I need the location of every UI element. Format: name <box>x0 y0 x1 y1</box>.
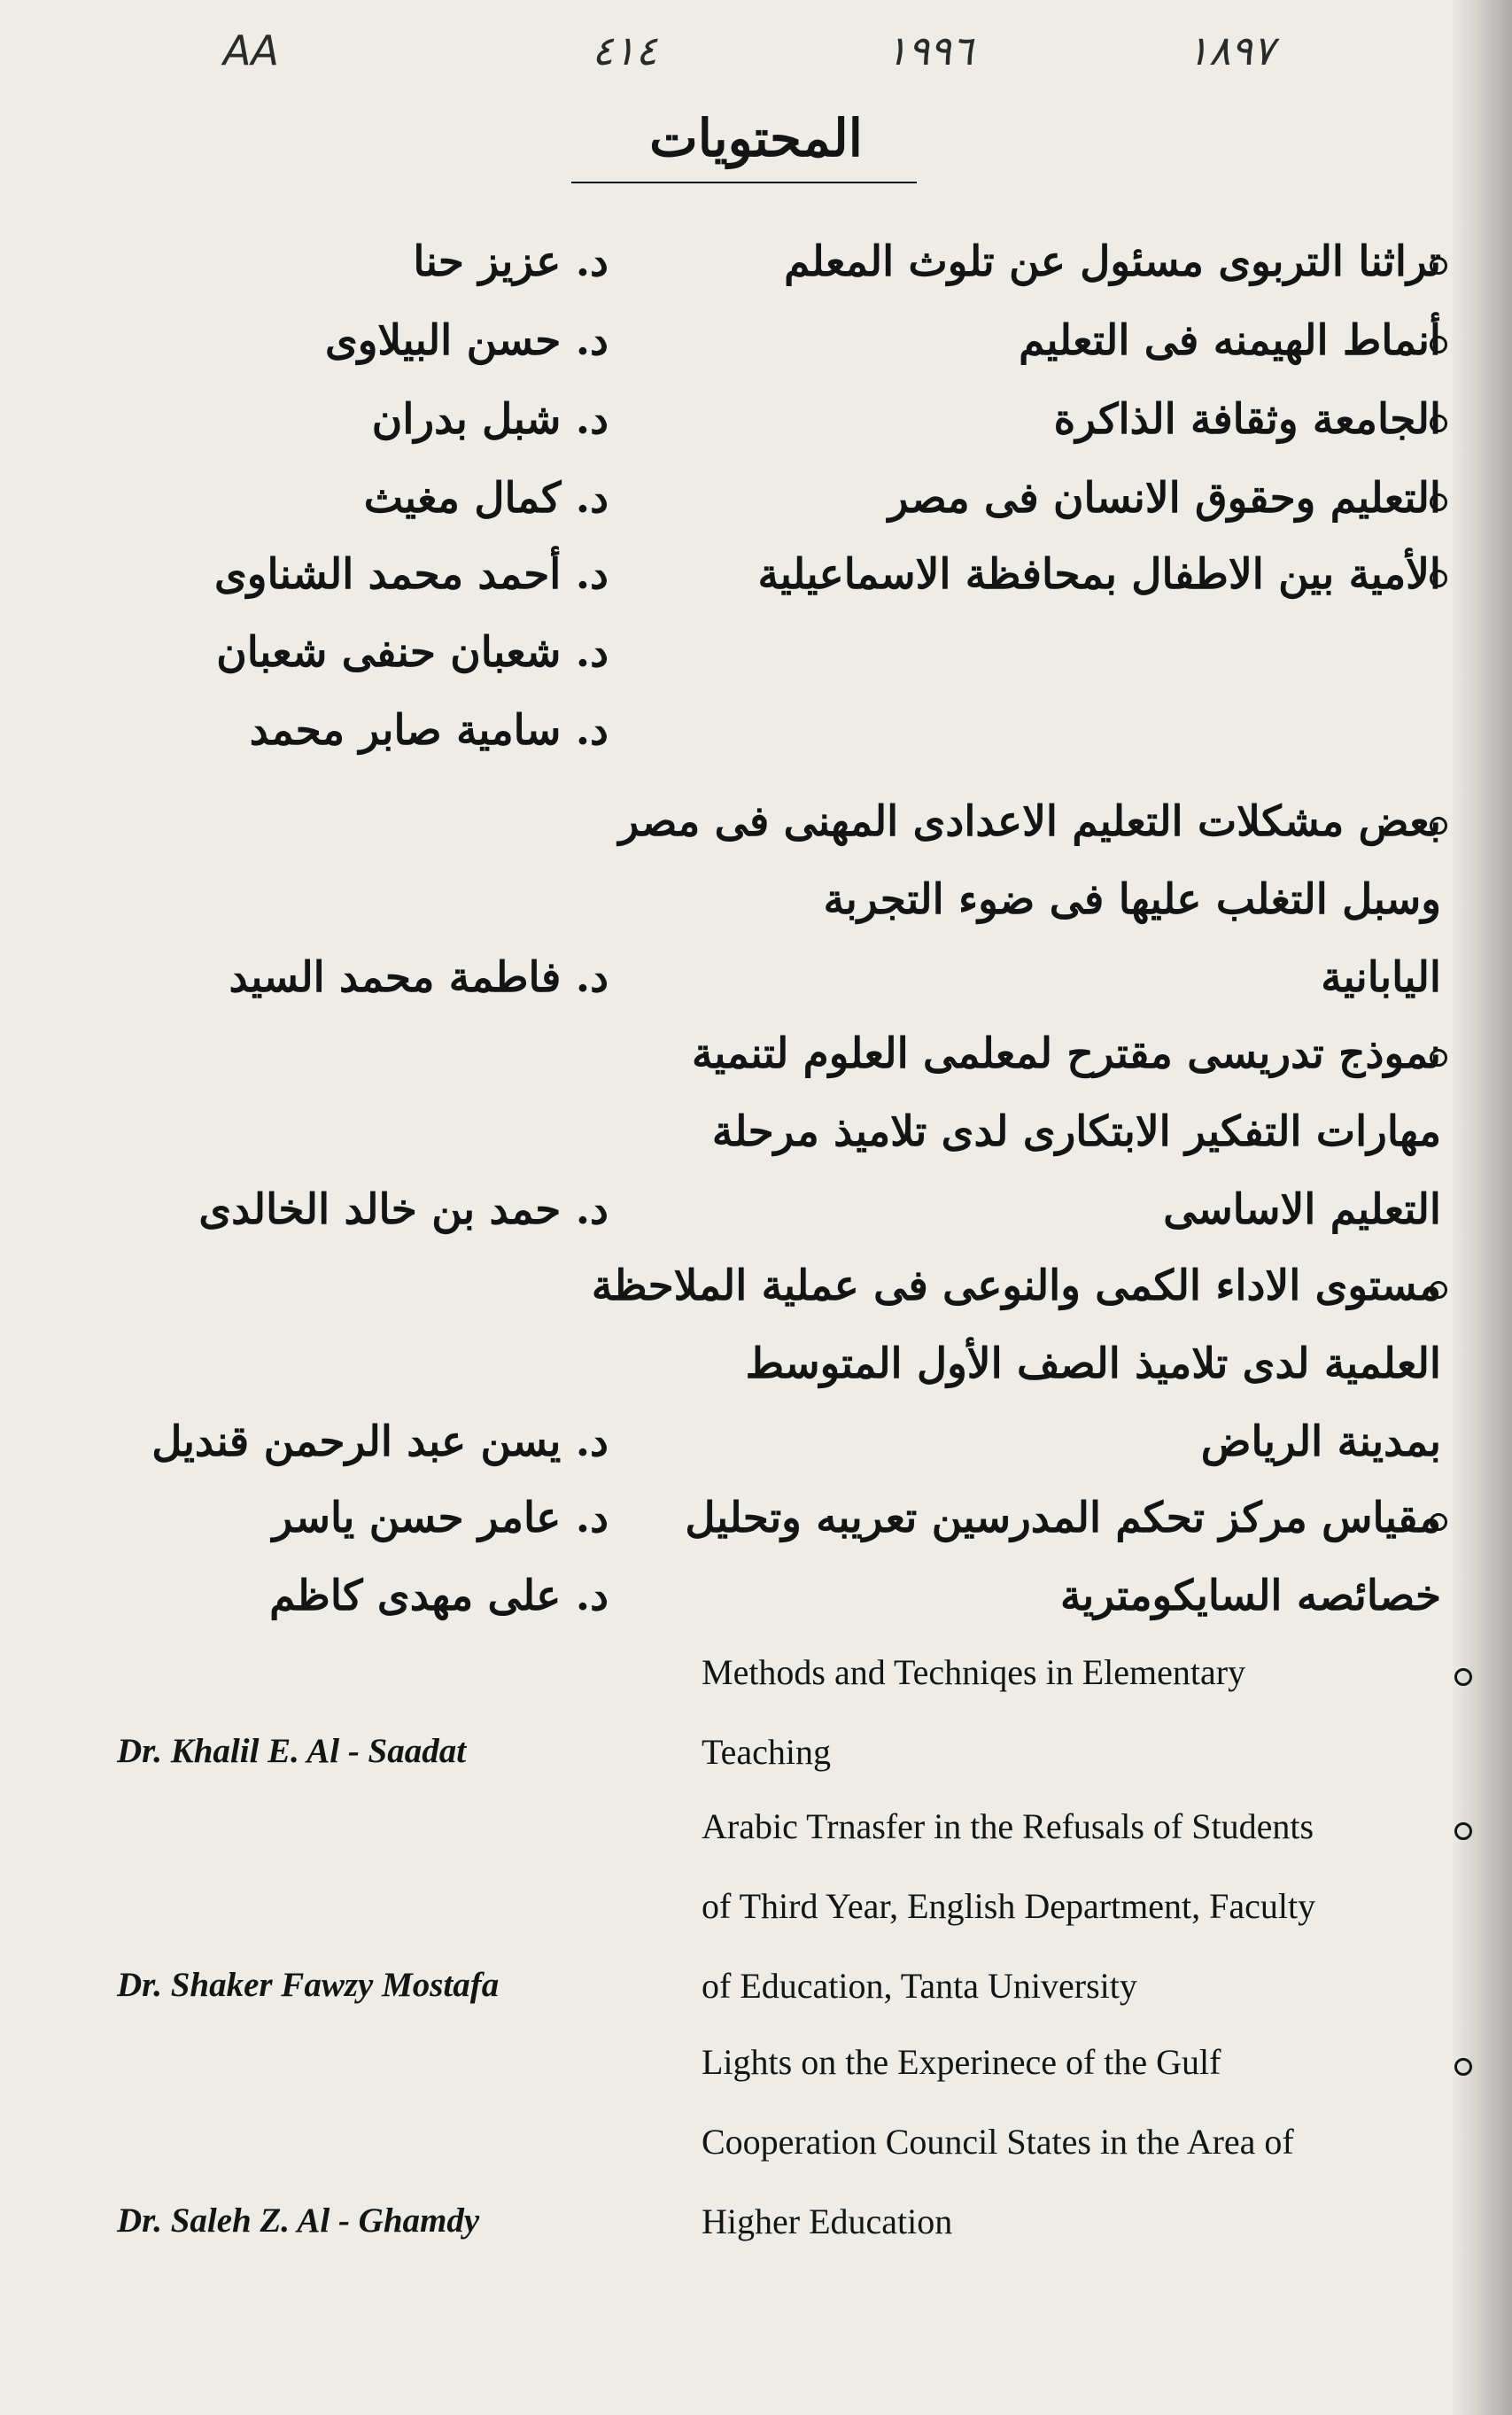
entry-6-title-line-2: وسبل التغلب عليها فى ضوء التجربة <box>823 875 1441 924</box>
entry-6-title-line-3: اليابانية <box>1321 953 1441 1002</box>
entry-5-title-line-1: الأمية بين الاطفال بمحافظة الاسماعيلية <box>757 550 1441 599</box>
handwritten-mark-3: ١٩٩٦ <box>886 27 973 74</box>
entry-8-author-1: د. يسن عبد الرحمن قنديل <box>151 1417 609 1466</box>
bullet-10 <box>1454 1668 1472 1686</box>
entry-8-title-line-1: مستوى الاداء الكمى والنوعى فى عملية الملاحظة <box>591 1262 1441 1310</box>
entry-9-title-line-2: خصائصه السايكومترية <box>1059 1572 1441 1620</box>
entry-4-author-1: د. كمال مغيث <box>363 474 609 523</box>
entry-7-title-line-1: نموذج تدريسى مقترح لمعلمى العلوم لتنمية <box>692 1029 1441 1078</box>
entry-1-title-line-1: تراثنا التربوى مسئول عن تلوث المعلم <box>784 237 1441 286</box>
en-entry-2-title-line-2: of Third Year, English Department, Faculty <box>702 1886 1316 1926</box>
en-entry-2-author: Dr. Shaker Fawzy Mostafa <box>117 1966 500 2004</box>
en-entry-1-title-line-2: Teaching <box>702 1732 832 1772</box>
handwritten-mark-4: ١٨٩٧ <box>1187 27 1275 74</box>
en-entry-1-title-line-1: Methods and Techniqes in Elementary <box>702 1652 1246 1692</box>
handwritten-mark-2: ٤١٤ <box>592 27 658 74</box>
entry-9-title-line-1: مقياس مركز تحكم المدرسين تعريبه وتحليل <box>685 1494 1441 1542</box>
entry-1-author-1: د. عزيز حنا <box>413 237 609 286</box>
entry-5-author-3: د. سامية صابر محمد <box>249 706 609 755</box>
entry-3-author-1: د. شبل بدران <box>371 395 609 444</box>
bullet-12 <box>1454 2058 1472 2076</box>
en-entry-3-title-line-3: Higher Education <box>702 2201 953 2241</box>
title-underline <box>571 182 917 183</box>
entry-8-title-line-2: العلمية لدى تلاميذ الصف الأول المتوسط <box>745 1340 1441 1388</box>
binding-shadow <box>1450 0 1512 2415</box>
entry-4-title-line-1: التعليم وحقوق الانسان فى مصر <box>888 474 1441 523</box>
entry-2-author-1: د. حسن البيلاوى <box>324 316 609 365</box>
entry-8-title-line-3: بمدينة الرياض <box>1200 1417 1441 1466</box>
bullet-11 <box>1454 1822 1472 1840</box>
en-entry-1-author: Dr. Khalil E. Al - Saadat <box>117 1732 467 1770</box>
entry-6-author-1: د. فاطمة محمد السيد <box>229 953 609 1002</box>
entry-5-author-1: د. أحمد محمد الشناوى <box>214 550 609 599</box>
entry-7-title-line-2: مهارات التفكير الابتكارى لدى تلاميذ مرحلة <box>711 1107 1441 1156</box>
entry-9-author-1: د. عامر حسن ياسر <box>272 1494 609 1542</box>
en-entry-2-title-line-3: of Education, Tanta University <box>702 1966 1137 2006</box>
en-entry-3-title-line-2: Cooperation Council States in the Area of <box>702 2122 1294 2162</box>
en-entry-3-title-line-1: Lights on the Experinece of the Gulf <box>702 2042 1221 2082</box>
entry-6-title-line-1: بعض مشكلات التعليم الاعدادى المهنى فى مصر <box>618 797 1441 846</box>
entry-5-author-2: د. شعبان حنفى شعبان <box>216 628 609 677</box>
entry-7-author-1: د. حمد بن خالد الخالدى <box>198 1185 609 1234</box>
handwritten-mark-1: AA <box>223 27 279 74</box>
en-entry-3-author: Dr. Saleh Z. Al - Ghamdy <box>117 2201 480 2240</box>
entry-9-author-2: د. على مهدى كاظم <box>269 1572 609 1620</box>
page-title: المحتويات <box>649 108 863 168</box>
entry-7-title-line-3: التعليم الاساسى <box>1163 1185 1441 1234</box>
en-entry-2-title-line-1: Arabic Trnasfer in the Refusals of Students <box>702 1806 1314 1846</box>
entry-2-title-line-1: أنماط الهيمنه فى التعليم <box>1019 316 1441 365</box>
entry-3-title-line-1: الجامعة وثقافة الذاكرة <box>1053 395 1441 444</box>
